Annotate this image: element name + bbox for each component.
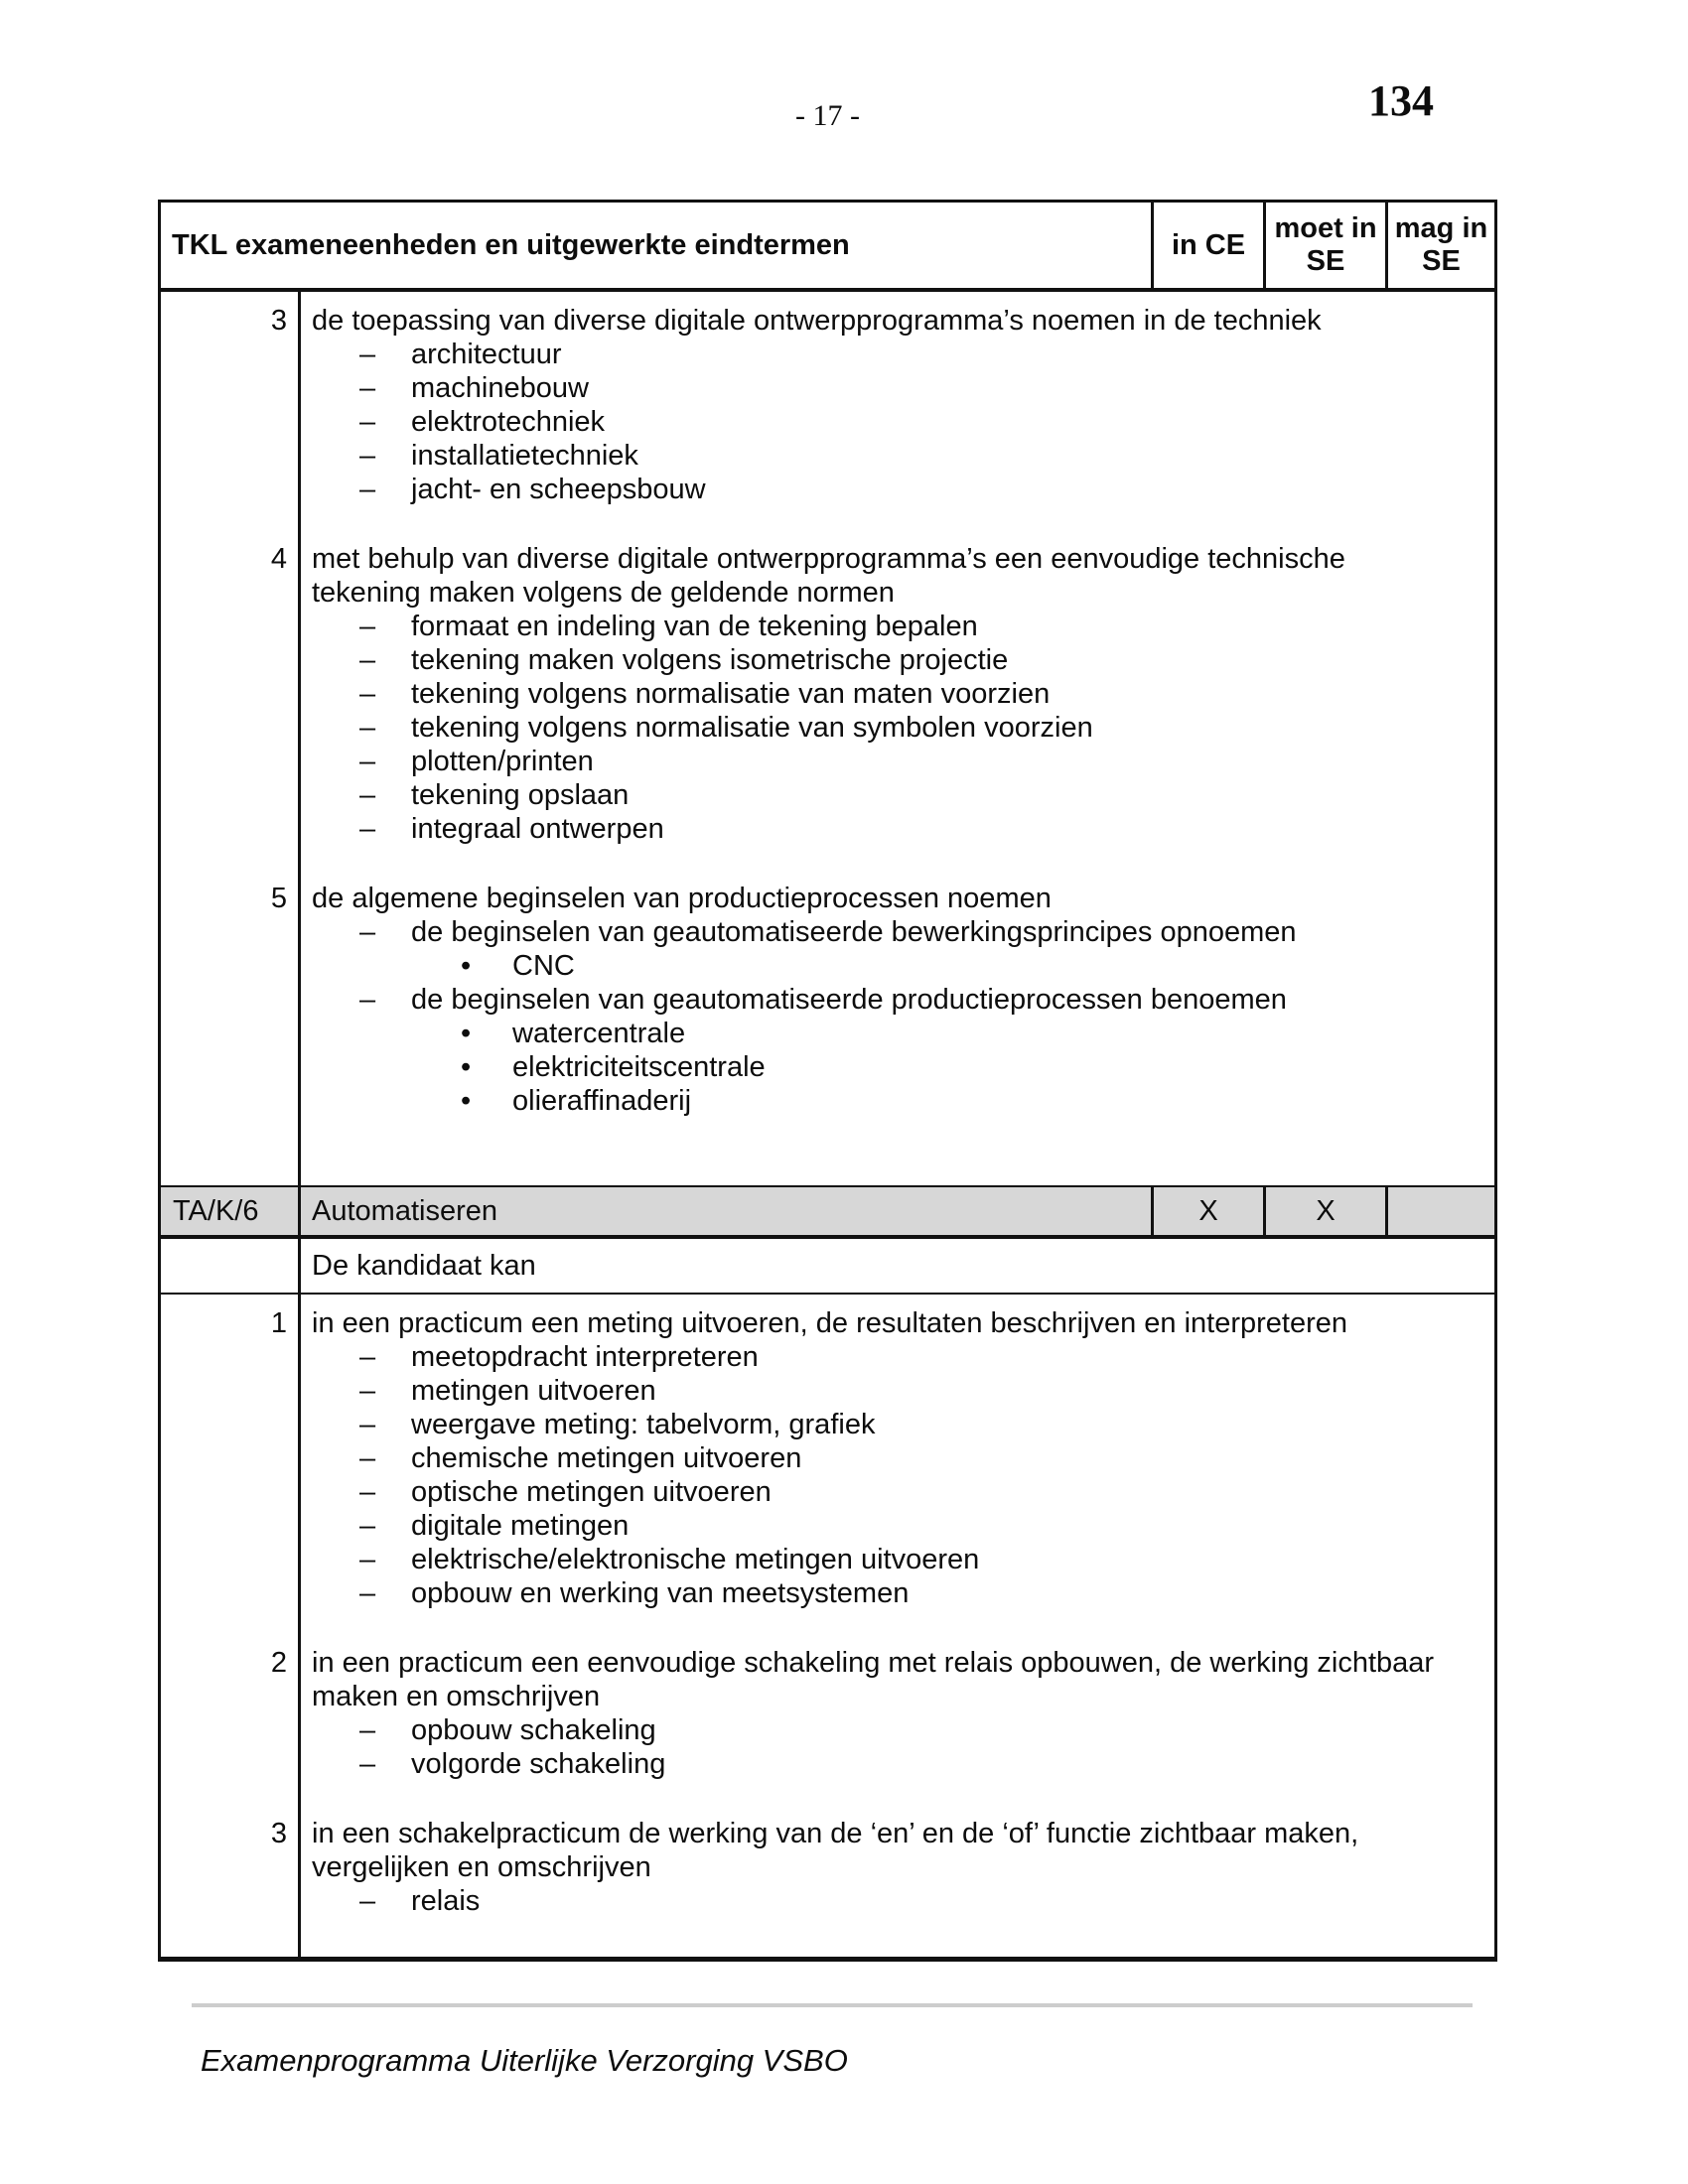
sub-item-text: opbouw en werking van meetsystemen	[411, 1577, 910, 1609]
dash-marker: –	[359, 1510, 376, 1542]
sub-item-dash	[312, 812, 1488, 846]
dash-marker: –	[359, 813, 376, 845]
sub-item-text: elektriciteitscentrale	[512, 1051, 766, 1083]
dash-marker: –	[359, 1442, 376, 1474]
sub-item-text: integraal ontwerpen	[411, 813, 664, 845]
dash-marker: –	[359, 1375, 376, 1407]
sub-item-dash	[312, 1576, 1488, 1610]
sub-item-dash	[312, 473, 1488, 506]
dash-marker: –	[359, 1544, 376, 1575]
sub-item-text: volgorde schakeling	[411, 1748, 666, 1780]
sub-item-dash	[312, 439, 1488, 473]
item-number: 2	[270, 1647, 287, 1679]
bullet-marker: •	[461, 1018, 472, 1049]
band-label-cell: Automatiseren	[312, 1195, 497, 1227]
band-code-cell: TA/K/6	[161, 1187, 301, 1235]
bullet-marker: •	[461, 1051, 472, 1083]
header-col-mag-se: mag in SE	[1385, 203, 1494, 288]
sub-item-text: de beginselen van geautomatiseerde bewerkingsprincipes opnoemen	[411, 916, 1297, 948]
page-header-number: - 17 -	[795, 99, 860, 132]
item-title-line: in een schakelpracticum de werking van de ‘en’ en de ‘of’ functie zichtbaar maken,	[312, 1818, 1359, 1849]
dash-marker: –	[359, 339, 376, 370]
table-header-row	[161, 203, 1494, 292]
item-number: 4	[270, 543, 287, 575]
sub-item-dash	[312, 711, 1488, 745]
sub-item-dash	[312, 677, 1488, 711]
exam-item	[161, 1646, 1494, 1781]
sub-item-text: formaat en indeling van de tekening bepalen	[411, 611, 978, 642]
sub-item-dash	[312, 1408, 1488, 1441]
item-title-line: maken en omschrijven	[312, 1681, 601, 1712]
sub-item-text: architectuur	[411, 339, 562, 370]
item-number: 5	[270, 883, 287, 914]
dash-marker: –	[359, 372, 376, 404]
header-col-ce: in CE	[1151, 203, 1263, 288]
sub-item-dash	[312, 1747, 1488, 1781]
dash-marker: –	[359, 1476, 376, 1508]
sub-item-dash	[312, 1475, 1488, 1509]
item-title-line: in een practicum een meting uitvoeren, de resultaten beschrijven en interpreteren	[312, 1307, 1347, 1339]
sub-item-bullet	[312, 1084, 1488, 1118]
sub-item-text: chemische metingen uitvoeren	[411, 1442, 802, 1474]
dash-marker: –	[359, 678, 376, 710]
sub-item-text: elektrotechniek	[411, 406, 606, 438]
dash-marker: –	[359, 611, 376, 642]
header-title-cell: TKL exameneenheden en uitgewerkte eindtermen	[172, 229, 850, 261]
dash-marker: –	[359, 984, 376, 1016]
sub-item-dash	[312, 1543, 1488, 1576]
dash-marker: –	[359, 779, 376, 811]
band-moet-se-cell: X	[1263, 1187, 1385, 1235]
sub-item-dash	[312, 1713, 1488, 1747]
sub-item-dash	[312, 338, 1488, 371]
sub-item-text: relais	[411, 1885, 481, 1917]
dash-marker: –	[359, 1714, 376, 1746]
sub-item-dash	[312, 1509, 1488, 1543]
exam-item	[161, 882, 1494, 1118]
dash-marker: –	[359, 1409, 376, 1440]
sub-item-dash	[312, 1441, 1488, 1475]
dash-marker: –	[359, 712, 376, 744]
dash-marker: –	[359, 1577, 376, 1609]
sub-item-dash	[312, 1374, 1488, 1408]
item-title-line: met behulp van diverse digitale ontwerpprogramma’s een eenvoudige technische	[312, 543, 1345, 575]
sub-item-text: CNC	[512, 950, 575, 982]
sub-item-text: de beginselen van geautomatiseerde productieprocessen benoemen	[411, 984, 1287, 1016]
sub-item-dash	[312, 745, 1488, 778]
sub-item-text: digitale metingen	[411, 1510, 630, 1542]
sub-item-text: opbouw schakeling	[411, 1714, 656, 1746]
item-number: 1	[270, 1307, 287, 1339]
dash-marker: –	[359, 440, 376, 472]
dash-marker: –	[359, 474, 376, 505]
dash-marker: –	[359, 644, 376, 676]
exam-item	[161, 542, 1494, 846]
item-number: 3	[270, 1818, 287, 1849]
sub-item-text: olieraffinaderij	[512, 1085, 692, 1117]
sub-item-text: tekening volgens normalisatie van maten voorzien	[411, 678, 1051, 710]
sub-item-bullet	[312, 1017, 1488, 1050]
intro-row	[161, 1239, 1494, 1295]
sub-item-text: tekening volgens normalisatie van symbolen voorzien	[411, 712, 1093, 744]
item-title-line: vergelijken en omschrijven	[312, 1851, 651, 1883]
band-mag-se-cell	[1385, 1187, 1494, 1235]
sub-item-dash	[312, 778, 1488, 812]
band-row	[161, 1185, 1494, 1239]
dash-marker: –	[359, 406, 376, 438]
bullet-marker: •	[461, 1085, 472, 1117]
sub-item-dash	[312, 371, 1488, 405]
item-title-line: de algemene beginselen van productieprocessen noemen	[312, 883, 1052, 914]
sub-item-text: meetopdracht interpreteren	[411, 1341, 759, 1373]
sub-item-text: watercentrale	[512, 1018, 686, 1049]
sub-item-text: optische metingen uitvoeren	[411, 1476, 772, 1508]
dash-marker: –	[359, 1748, 376, 1780]
band-ce-cell: X	[1151, 1187, 1263, 1235]
sub-item-dash	[312, 405, 1488, 439]
item-title-line: in een practicum een eenvoudige schakeling met relais opbouwen, de werking zichtbaar	[312, 1647, 1435, 1679]
sub-item-text: elektrische/elektronische metingen uitvoeren	[411, 1544, 980, 1575]
footer-rule	[192, 2003, 1473, 2007]
sub-item-dash	[312, 915, 1488, 949]
footer-text: Examenprogramma Uiterlijke Verzorging VSBO	[201, 2043, 848, 2078]
sub-item-text: weergave meting: tabelvorm, grafiek	[411, 1409, 876, 1440]
exam-item	[161, 1817, 1494, 1918]
exam-item	[161, 304, 1494, 506]
sub-item-text: metingen uitvoeren	[411, 1375, 656, 1407]
sub-item-text: installatietechniek	[411, 440, 638, 472]
header-col-moet-se: moet in SE	[1263, 203, 1385, 288]
item-content	[301, 542, 1494, 846]
sub-item-text: tekening maken volgens isometrische projectie	[411, 644, 1009, 676]
section-techniek-items	[161, 292, 1494, 1185]
item-title-line: tekening maken volgens de geldende normen	[312, 577, 895, 609]
item-title-line: de toepassing van diverse digitale ontwerpprogramma’s noemen in de techniek	[312, 305, 1322, 337]
sub-item-text: jacht- en scheepsbouw	[411, 474, 706, 505]
item-number: 3	[270, 305, 287, 337]
item-content	[301, 1646, 1494, 1781]
item-content	[301, 1817, 1494, 1918]
sub-item-dash	[312, 643, 1488, 677]
sub-item-text: plotten/printen	[411, 746, 594, 777]
item-content	[301, 304, 1494, 506]
sub-item-dash	[312, 1340, 1488, 1374]
dash-marker: –	[359, 746, 376, 777]
sub-item-bullet	[312, 949, 1488, 983]
sub-item-text: tekening opslaan	[411, 779, 630, 811]
page-number: 134	[1368, 76, 1434, 125]
item-content	[301, 1306, 1494, 1610]
intro-number-cell	[161, 1239, 301, 1293]
sub-item-text: machinebouw	[411, 372, 589, 404]
sub-item-dash	[312, 610, 1488, 643]
item-content	[301, 882, 1494, 1118]
exam-table	[158, 200, 1497, 1962]
bullet-marker: •	[461, 950, 472, 982]
sub-item-dash	[312, 1884, 1488, 1918]
dash-marker: –	[359, 1341, 376, 1373]
dash-marker: –	[359, 1885, 376, 1917]
section-automatiseren-items	[161, 1295, 1494, 1957]
intro-label: De kandidaat kan	[312, 1250, 536, 1282]
exam-item	[161, 1306, 1494, 1610]
sub-item-bullet	[312, 1050, 1488, 1084]
sub-item-dash	[312, 983, 1488, 1017]
dash-marker: –	[359, 916, 376, 948]
